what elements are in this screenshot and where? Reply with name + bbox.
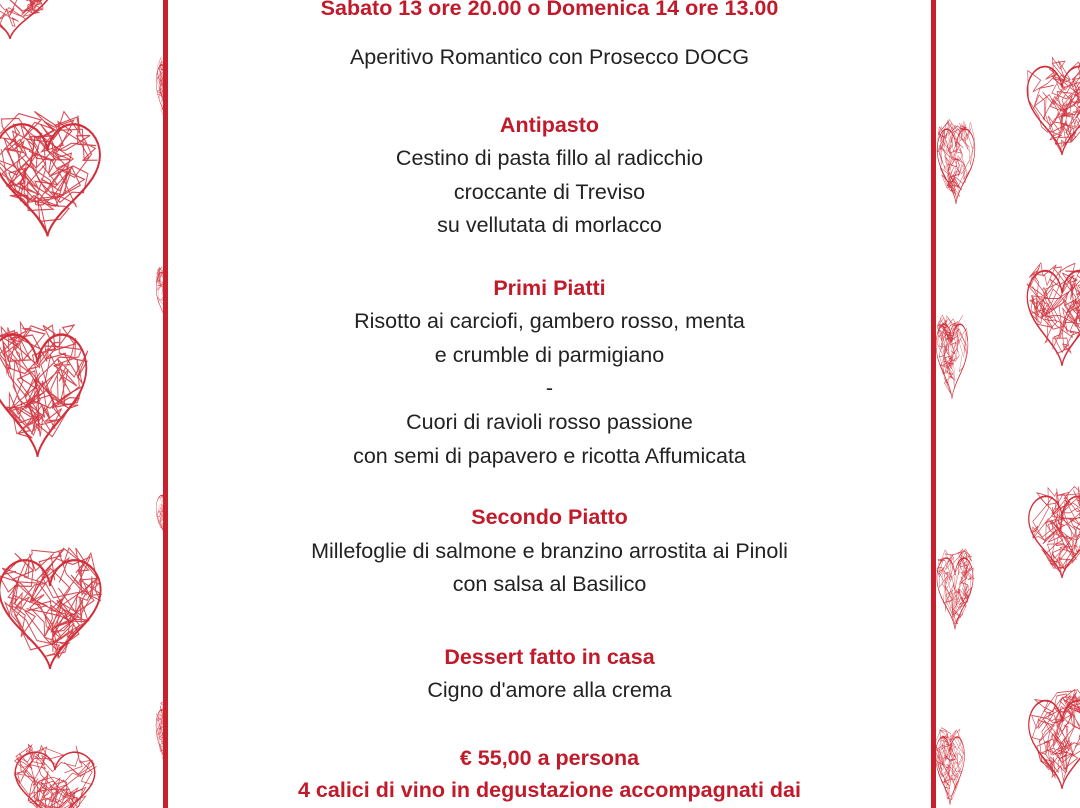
antipasto-line: su vellutata di morlacco: [437, 213, 662, 237]
antipasto-line: croccante di Treviso: [453, 180, 646, 204]
scribble-heart-icon: [0, 0, 70, 50]
antipasto-line: Cestino di pasta fillo al radicchio: [395, 146, 704, 170]
scribble-heart-icon: [1016, 470, 1080, 590]
scribble-heart-icon: [936, 300, 974, 410]
scribble-heart-icon: [936, 105, 982, 215]
secondo-line: con salsa al Basilico: [452, 572, 647, 596]
scribble-heart-icon: [0, 295, 105, 475]
primi-line: con semi di papavero e ricotta Affumicata: [353, 444, 746, 468]
secondo-heading: Secondo Piatto: [471, 505, 628, 529]
scribble-heart-icon: [936, 715, 970, 808]
hearts-pattern-right: [936, 0, 1080, 808]
wine-pairing-line: 4 calici di vino in degustazione accompagnati dai: [298, 778, 801, 802]
scribble-heart-icon: [152, 45, 163, 135]
scribble-heart-icon: [1014, 38, 1080, 168]
scribble-heart-icon: [1014, 240, 1080, 380]
scribble-heart-icon: [0, 88, 120, 253]
primi-heading: Primi Piatti: [493, 276, 606, 300]
scribble-heart-icon: [936, 535, 980, 640]
scribble-heart-icon: [152, 690, 163, 780]
secondo-line: Millefoglie di salmone e branzino arrostita ai Pinoli: [311, 539, 788, 563]
antipasto-heading: Antipasto: [499, 113, 600, 137]
scribble-heart-icon: [152, 480, 163, 550]
scribble-heart-icon: [152, 255, 163, 335]
course-separator: -: [545, 376, 554, 400]
dessert-heading: Dessert fatto in casa: [444, 645, 655, 669]
primi-line: Risotto ai carciofi, gambero rosso, menta: [354, 309, 745, 333]
dessert-line: Cigno d'amore alla crema: [427, 678, 672, 702]
scribble-heart-icon: [0, 525, 120, 685]
hearts-pattern-left: [0, 0, 163, 808]
scribble-heart-icon: [0, 728, 110, 808]
event-dates: Sabato 13 ore 20.00 o Domenica 14 ore 13.00: [320, 0, 779, 20]
primi-line: e crumble di parmigiano: [434, 343, 665, 367]
price-line: € 55,00 a persona: [459, 746, 640, 770]
menu-card: [163, 0, 936, 808]
aperitivo-line: Aperitivo Romantico con Prosecco DOCG: [349, 45, 750, 69]
primi-line: Cuori di ravioli rosso passione: [406, 410, 693, 434]
scribble-heart-icon: [1016, 672, 1080, 802]
